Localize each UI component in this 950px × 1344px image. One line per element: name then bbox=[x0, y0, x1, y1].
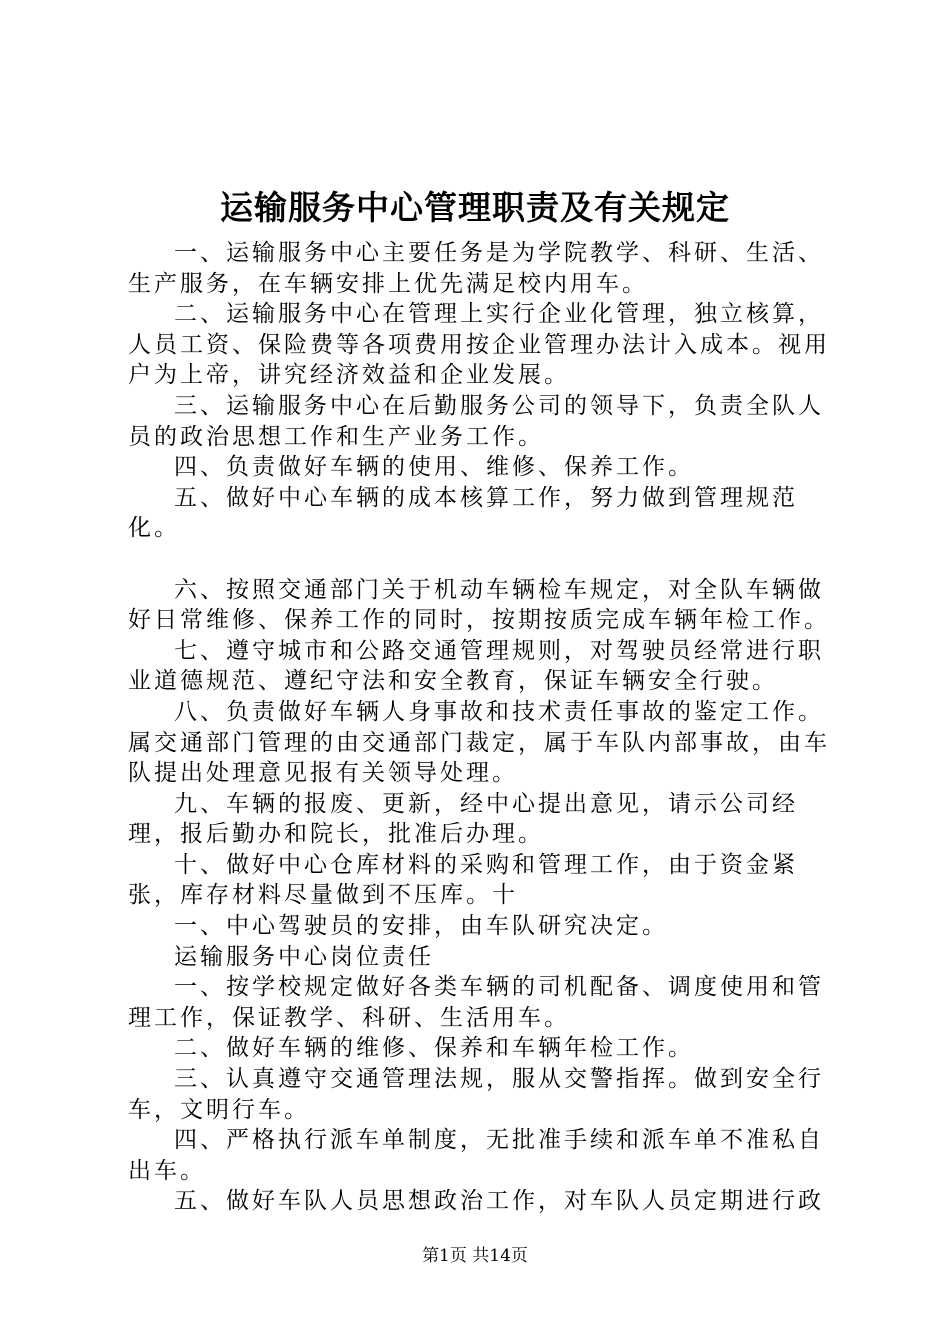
duty-3: 三、认真遵守交通管理法规，服从交警指挥。做到安全行车，文明行车。 bbox=[128, 1066, 824, 1123]
paragraph-6: 六、按照交通部门关于机动车辆检车规定，对全队车辆做好日常维修、保养工作的同时，按期按质完成车辆年检工作。 bbox=[128, 576, 830, 634]
document-body bbox=[128, 238, 836, 1217]
paragraph-2: 二、运输服务中心在管理上实行企业化管理，独立核算，人员工资、保险费等各项费用按企业管理办法计入成本。视用户为上帝，讲究经济效益和企业发展。 bbox=[128, 301, 830, 389]
paragraph-4: 四、负责做好车辆的使用、维修、保养工作。 bbox=[174, 454, 694, 481]
page-title: 运输服务中心管理职责及有关规定 bbox=[220, 188, 730, 227]
paragraph-7: 七、遵守城市和公路交通管理规则，对驾驶员经常进行职业道德规范、遵纪守法和安全教育，保证车辆安全行驶。 bbox=[128, 637, 824, 695]
paragraph-10: 十、做好中心仓库材料的采购和管理工作，由于资金紧张，库存材料尽量做到不压库。十 bbox=[128, 851, 798, 909]
section-heading: 运输服务中心岗位责任 bbox=[174, 943, 434, 970]
paragraph-11: 一、中心驾驶员的安排，由车队研究决定。 bbox=[174, 913, 668, 940]
paragraph-5: 五、做好中心车辆的成本核算工作，努力做到管理规范化。 bbox=[128, 484, 798, 542]
duty-5: 五、做好车队人员思想政治工作，对车队人员定期进行政 bbox=[174, 1188, 824, 1215]
paragraph-1: 一、运输服务中心主要任务是为学院教学、科研、生活、生产服务，在车辆安排上优先满足校内用车。 bbox=[128, 240, 824, 297]
page-number: 第1页 共14页 bbox=[422, 1246, 528, 1266]
paragraph-9: 九、车辆的报废、更新，经中心提出意见，请示公司经理，报后勤办和院长，批准后办理。 bbox=[128, 790, 798, 848]
duty-4: 四、严格执行派车单制度，无批准手续和派车单不准私自出车。 bbox=[128, 1127, 824, 1184]
blank-line bbox=[128, 544, 836, 575]
paragraph-3: 三、运输服务中心在后勤服务公司的领导下，负责全队人员的政治思想工作和生产业务工作。 bbox=[128, 392, 824, 450]
duty-1: 一、按学校规定做好各类车辆的司机配备、调度使用和管理工作，保证教学、科研、生活用车。 bbox=[128, 974, 824, 1031]
duty-2: 二、做好车辆的维修、保养和车辆年检工作。 bbox=[174, 1035, 694, 1062]
paragraph-8: 八、负责做好车辆人身事故和技术责任事故的鉴定工作。属交通部门管理的由交通部门裁定，属于车队内部事故，由车队提出处理意见报有关领导处理。 bbox=[128, 698, 830, 787]
